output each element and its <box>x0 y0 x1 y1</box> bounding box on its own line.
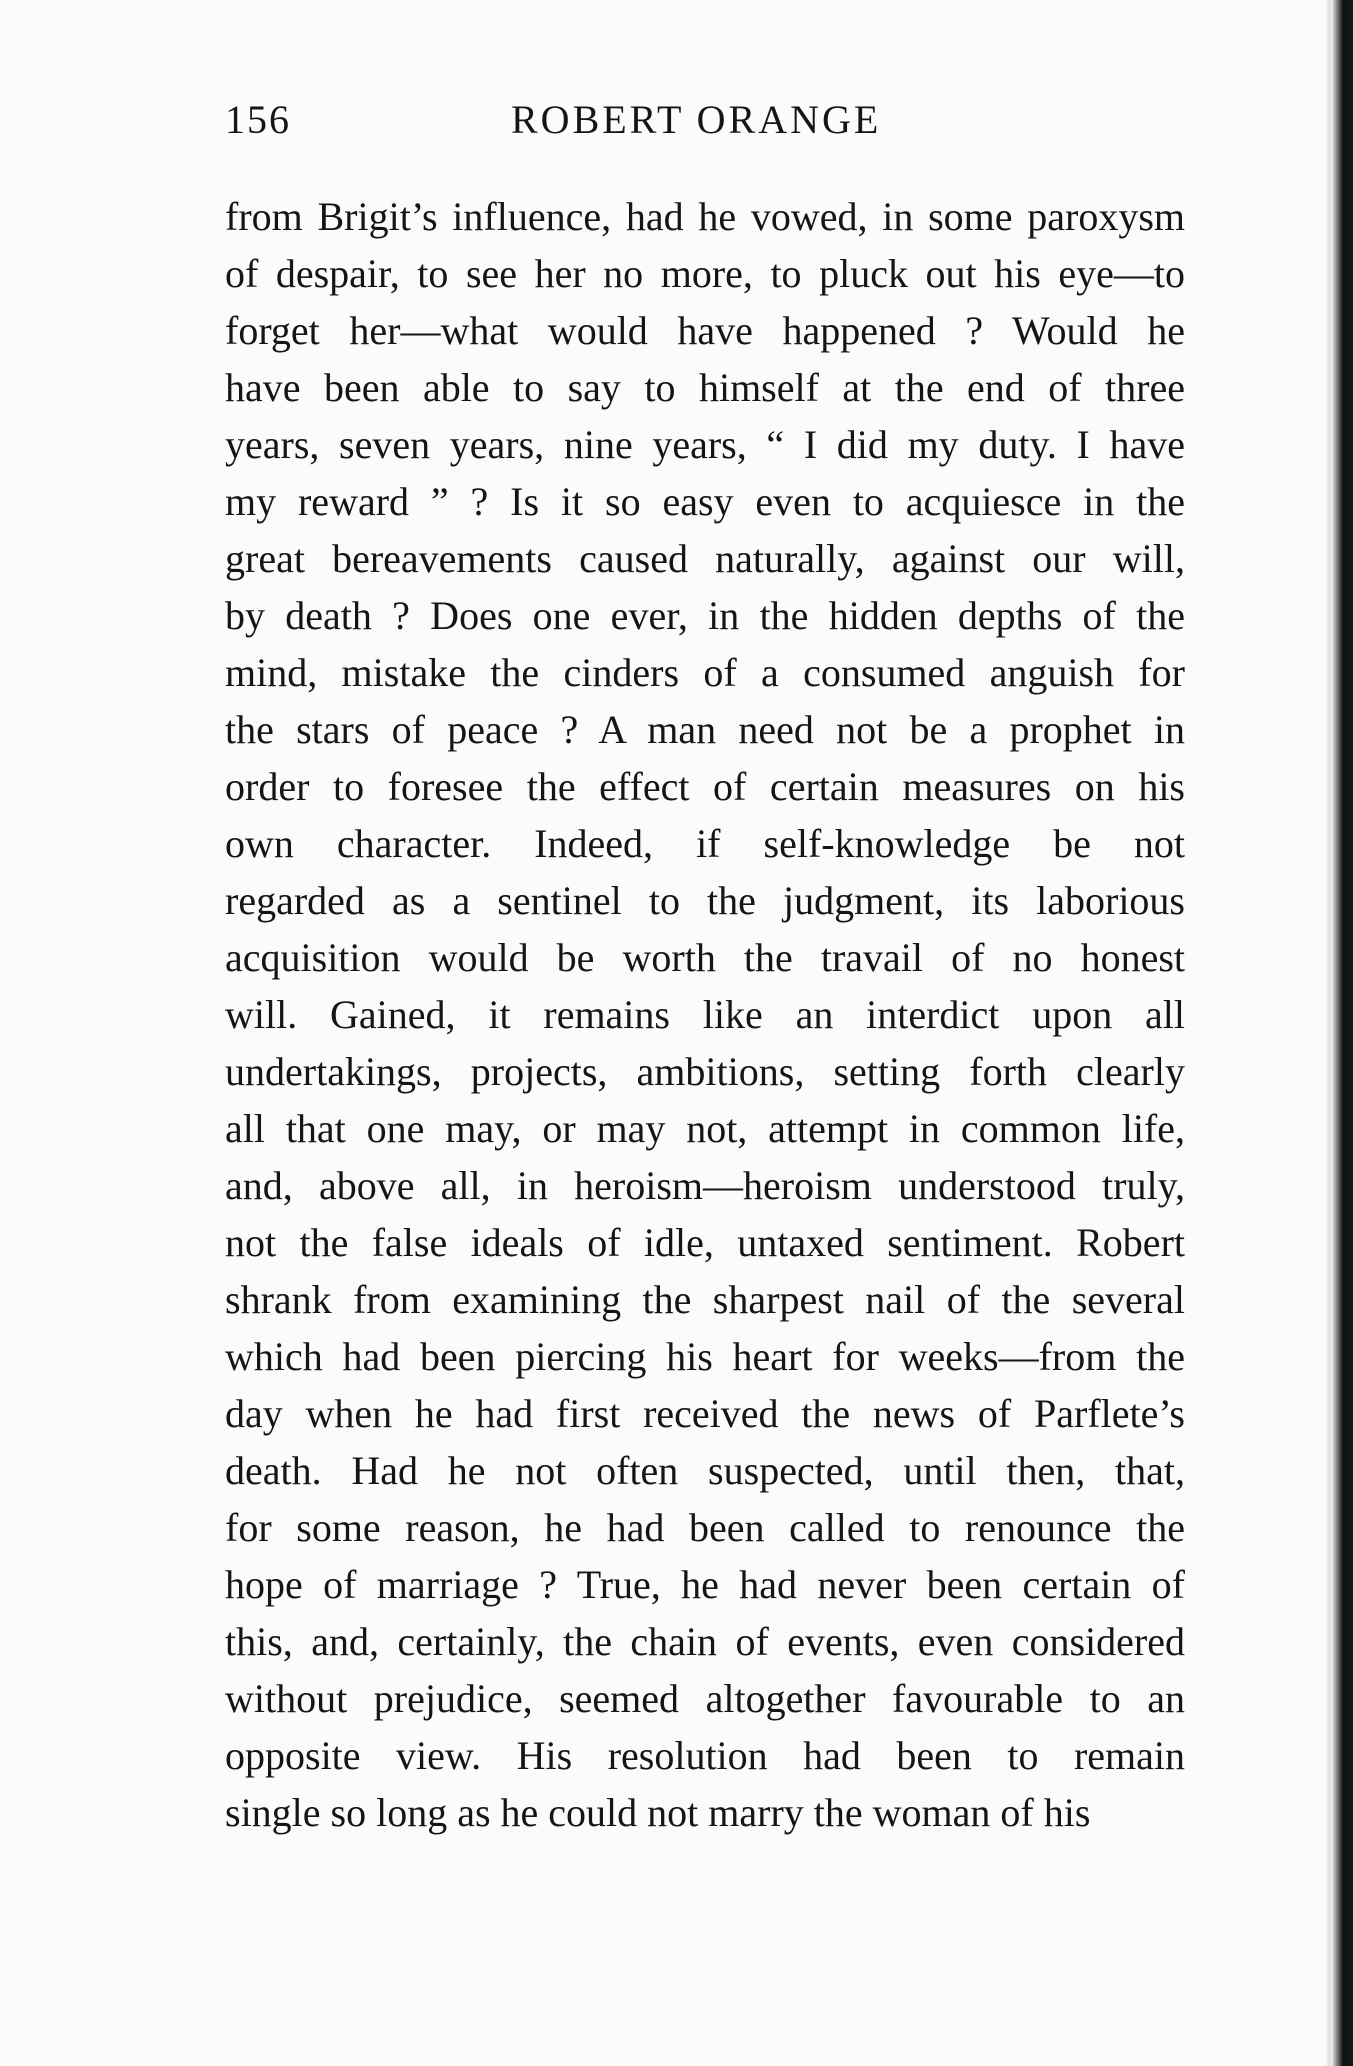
text-line: day when he had first received the news of Parflete’s <box>225 1391 1185 1436</box>
text-line: own character. Indeed, if self-knowledge be not <box>225 821 1185 866</box>
text-line: of despair, to see her no more, to pluck out his eye—to <box>225 251 1185 296</box>
text-line: and, above all, in heroism—heroism understood truly, <box>225 1163 1185 1208</box>
text-line: mind, mistake the cinders of a consumed anguish for <box>225 650 1185 695</box>
text-line: not the false ideals of idle, untaxed sentiment. Robert <box>225 1220 1185 1265</box>
running-head <box>225 96 1185 156</box>
text-line: death. Had he not often suspected, until then, that, <box>225 1448 1185 1493</box>
text-line: which had been piercing his heart for weeks—from the <box>225 1334 1185 1379</box>
text-line: will. Gained, it remains like an interdict upon all <box>225 992 1185 1037</box>
text-line: have been able to say to himself at the end of three <box>225 365 1185 410</box>
text-line: for some reason, he had been called to renounce the <box>225 1505 1185 1550</box>
text-line: years, seven years, nine years, “ I did my duty. I have <box>225 422 1185 467</box>
body-text <box>225 188 1185 1841</box>
text-line: by death ? Does one ever, in the hidden depths of the <box>225 593 1185 638</box>
text-line: great bereavements caused naturally, against our will, <box>225 536 1185 581</box>
page-number: 156 <box>225 97 291 142</box>
text-line: acquisition would be worth the travail of no honest <box>225 935 1185 980</box>
text-line: single so long as he could not marry the woman of his <box>225 1790 1091 1835</box>
text-line: order to foresee the effect of certain measures on his <box>225 764 1185 809</box>
text-line: the stars of peace ? A man need not be a prophet in <box>225 707 1185 752</box>
text-line: regarded as a sentinel to the judgment, its laborious <box>225 878 1185 923</box>
text-line: without prejudice, seemed altogether favourable to an <box>225 1676 1185 1721</box>
text-line: opposite view. His resolution had been to remain <box>225 1733 1185 1778</box>
text-line: hope of marriage ? True, he had never been certain of <box>225 1562 1185 1607</box>
text-line: from Brigit’s influence, had he vowed, in some paroxysm <box>225 194 1185 239</box>
page-binding-edge <box>1331 0 1353 2066</box>
text-line: my reward ” ? Is it so easy even to acquiesce in the <box>225 479 1185 524</box>
running-title: ROBERT ORANGE <box>511 97 882 142</box>
text-line: undertakings, projects, ambitions, setting forth clearly <box>225 1049 1185 1094</box>
text-line: this, and, certainly, the chain of events, even considered <box>225 1619 1185 1664</box>
text-line: forget her—what would have happened ? Would he <box>225 308 1185 353</box>
text-line: shrank from examining the sharpest nail of the several <box>225 1277 1185 1322</box>
text-line: all that one may, or may not, attempt in common life, <box>225 1106 1185 1151</box>
